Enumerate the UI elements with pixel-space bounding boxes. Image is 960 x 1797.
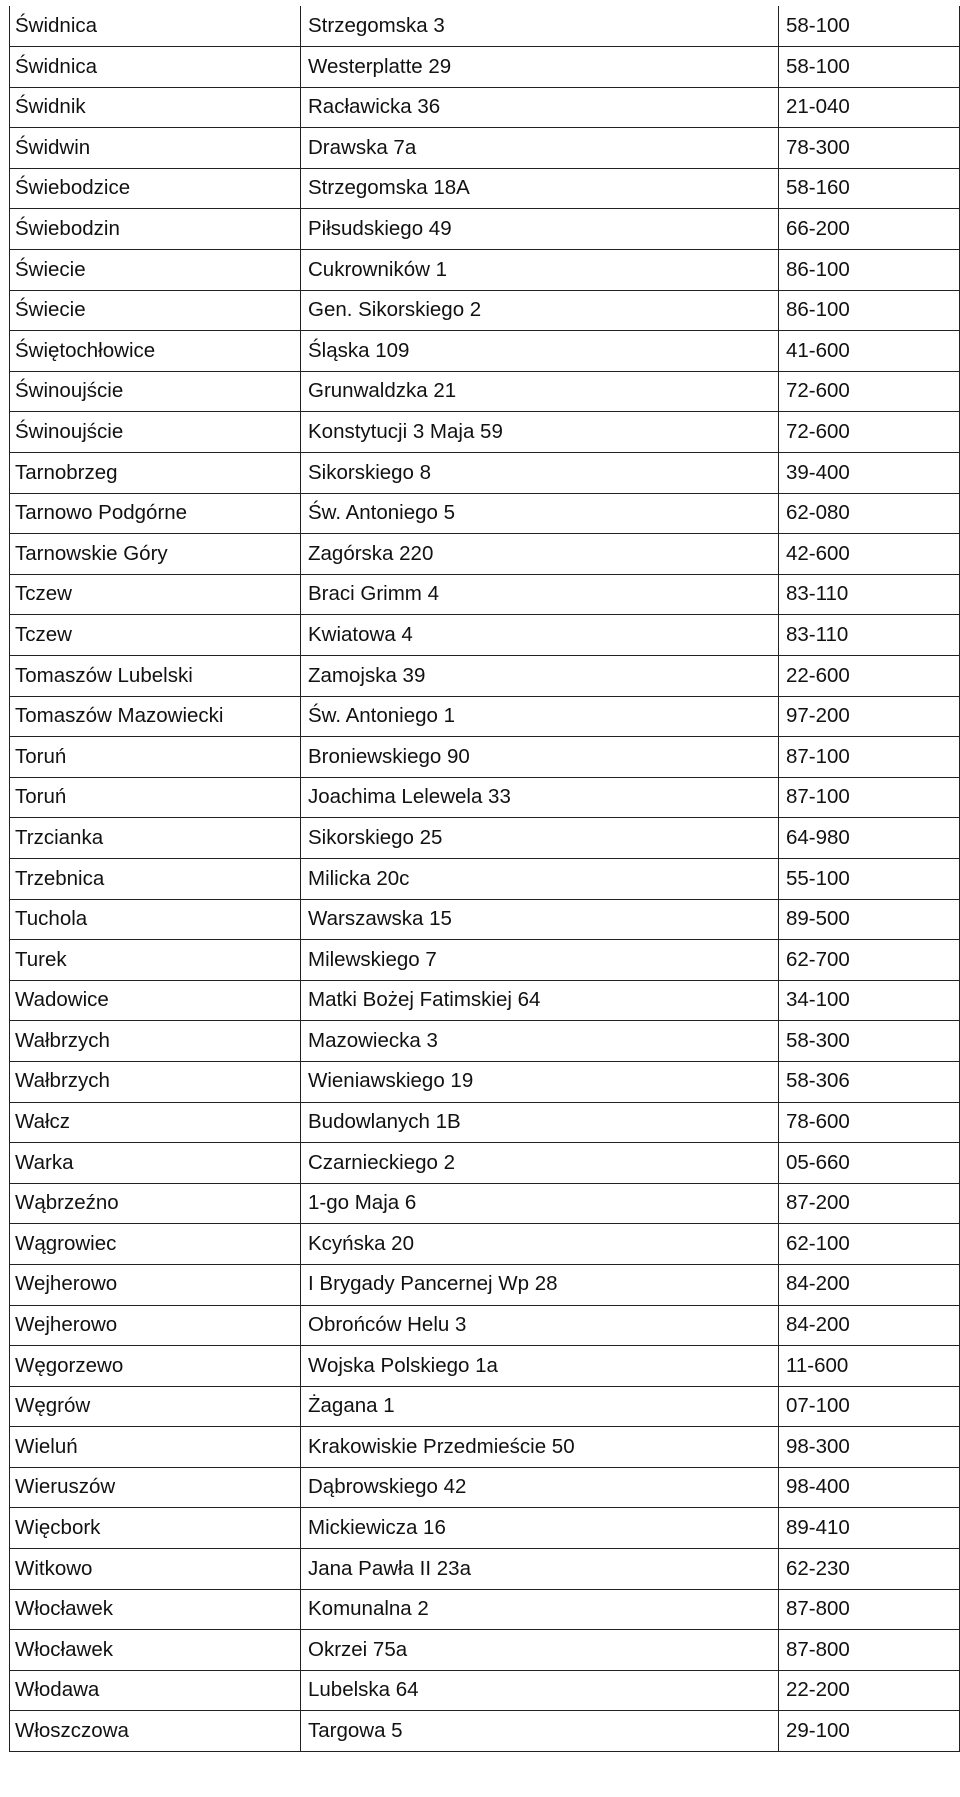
table-row [10,168,960,209]
city-cell: Tuchola [10,899,301,940]
table-row [10,534,960,575]
table-row [10,6,960,47]
city-cell: Włodawa [10,1670,301,1711]
street-cell: Budowlanych 1B [301,1102,779,1143]
city-cell: Wałbrzych [10,1021,301,1062]
city-cell: Wejherowo [10,1264,301,1305]
table-row [10,1508,960,1549]
postal-code-cell: 58-100 [779,47,960,88]
street-cell: Racławicka 36 [301,87,779,128]
street-cell: Targowa 5 [301,1711,779,1752]
city-cell: Włocławek [10,1589,301,1630]
postal-code-cell: 83-110 [779,615,960,656]
postal-code-cell: 83-110 [779,574,960,615]
street-cell: Mazowiecka 3 [301,1021,779,1062]
city-cell: Świętochłowice [10,331,301,372]
postal-code-cell: 62-700 [779,940,960,981]
postal-code-cell: 97-200 [779,696,960,737]
postal-code-cell: 86-100 [779,290,960,331]
city-cell: Tczew [10,574,301,615]
table-row [10,1264,960,1305]
street-cell: Dąbrowskiego 42 [301,1467,779,1508]
table-row [10,412,960,453]
table-row [10,818,960,859]
street-cell: Milicka 20c [301,858,779,899]
table-row [10,858,960,899]
postal-code-cell: 72-600 [779,412,960,453]
table-row [10,1102,960,1143]
city-cell: Więcbork [10,1508,301,1549]
table-row [10,1670,960,1711]
table-row [10,453,960,494]
city-cell: Świnoujście [10,371,301,412]
city-cell: Wągrowiec [10,1224,301,1265]
street-cell: Braci Grimm 4 [301,574,779,615]
city-cell: Trzebnica [10,858,301,899]
table-row [10,1427,960,1468]
table-row [10,737,960,778]
street-cell: Cukrowników 1 [301,250,779,291]
city-cell: Włocławek [10,1630,301,1671]
city-cell: Warka [10,1143,301,1184]
street-cell: Krakowiskie Przedmieście 50 [301,1427,779,1468]
postal-code-cell: 86-100 [779,250,960,291]
city-cell: Wieluń [10,1427,301,1468]
city-cell: Wałcz [10,1102,301,1143]
table-row [10,1346,960,1387]
table-row [10,128,960,169]
postal-code-cell: 58-160 [779,168,960,209]
street-cell: Broniewskiego 90 [301,737,779,778]
street-cell: Św. Antoniego 1 [301,696,779,737]
table-row [10,1549,960,1590]
street-cell: Strzegomska 18A [301,168,779,209]
table-row [10,250,960,291]
street-cell: Lubelska 64 [301,1670,779,1711]
street-cell: Gen. Sikorskiego 2 [301,290,779,331]
city-cell: Wąbrzeźno [10,1183,301,1224]
street-cell: Joachima Lelewela 33 [301,777,779,818]
postal-code-cell: 87-800 [779,1589,960,1630]
postal-code-cell: 55-100 [779,858,960,899]
city-cell: Tomaszów Mazowiecki [10,696,301,737]
city-cell: Toruń [10,737,301,778]
postal-code-cell: 78-300 [779,128,960,169]
street-cell: Okrzei 75a [301,1630,779,1671]
city-cell: Tarnobrzeg [10,453,301,494]
table-row [10,574,960,615]
street-cell: 1-go Maja 6 [301,1183,779,1224]
table-row [10,371,960,412]
city-cell: Świecie [10,250,301,291]
street-cell: Grunwaldzka 21 [301,371,779,412]
street-cell: Wojska Polskiego 1a [301,1346,779,1387]
table-row [10,1711,960,1752]
postal-code-cell: 89-500 [779,899,960,940]
street-cell: Śląska 109 [301,331,779,372]
table-row [10,290,960,331]
postal-code-cell: 84-200 [779,1264,960,1305]
table-row [10,47,960,88]
city-cell: Świdnica [10,47,301,88]
table-row [10,87,960,128]
street-cell: Strzegomska 3 [301,6,779,47]
street-cell: Św. Antoniego 5 [301,493,779,534]
postal-code-cell: 62-100 [779,1224,960,1265]
street-cell: Kcyńska 20 [301,1224,779,1265]
table-row [10,1305,960,1346]
street-cell: Warszawska 15 [301,899,779,940]
postal-code-cell: 58-306 [779,1061,960,1102]
postal-code-cell: 62-230 [779,1549,960,1590]
street-cell: Zagórska 220 [301,534,779,575]
street-cell: Komunalna 2 [301,1589,779,1630]
postal-code-cell: 62-080 [779,493,960,534]
postal-code-cell: 72-600 [779,371,960,412]
postal-code-cell: 87-100 [779,737,960,778]
postal-code-cell: 98-300 [779,1427,960,1468]
city-cell: Tczew [10,615,301,656]
postal-code-cell: 34-100 [779,980,960,1021]
table-row [10,899,960,940]
city-cell: Świecie [10,290,301,331]
street-cell: Sikorskiego 25 [301,818,779,859]
table-row [10,1589,960,1630]
city-cell: Wieruszów [10,1467,301,1508]
street-cell: Konstytucji 3 Maja 59 [301,412,779,453]
table-row [10,1143,960,1184]
city-cell: Świdwin [10,128,301,169]
address-table [9,6,960,1752]
postal-code-cell: 87-100 [779,777,960,818]
postal-code-cell: 87-800 [779,1630,960,1671]
postal-code-cell: 66-200 [779,209,960,250]
city-cell: Świebodzice [10,168,301,209]
street-cell: Kwiatowa 4 [301,615,779,656]
city-cell: Świdnik [10,87,301,128]
postal-code-cell: 21-040 [779,87,960,128]
postal-code-cell: 41-600 [779,331,960,372]
postal-code-cell: 64-980 [779,818,960,859]
postal-code-cell: 29-100 [779,1711,960,1752]
postal-code-cell: 87-200 [779,1183,960,1224]
street-cell: Matki Bożej Fatimskiej 64 [301,980,779,1021]
postal-code-cell: 05-660 [779,1143,960,1184]
street-cell: Żagana 1 [301,1386,779,1427]
postal-code-cell: 39-400 [779,453,960,494]
table-row [10,1183,960,1224]
city-cell: Węgorzewo [10,1346,301,1387]
city-cell: Tarnowo Podgórne [10,493,301,534]
postal-code-cell: 22-600 [779,656,960,697]
city-cell: Włoszczowa [10,1711,301,1752]
city-cell: Wałbrzych [10,1061,301,1102]
street-cell: I Brygady Pancernej Wp 28 [301,1264,779,1305]
postal-code-cell: 98-400 [779,1467,960,1508]
address-table-body [10,6,960,1752]
city-cell: Świnoujście [10,412,301,453]
postal-code-cell: 89-410 [779,1508,960,1549]
postal-code-cell: 07-100 [779,1386,960,1427]
table-row [10,1061,960,1102]
table-row [10,1467,960,1508]
street-cell: Westerplatte 29 [301,47,779,88]
city-cell: Świebodzin [10,209,301,250]
table-row [10,980,960,1021]
city-cell: Witkowo [10,1549,301,1590]
city-cell: Świdnica [10,6,301,47]
table-row [10,777,960,818]
city-cell: Trzcianka [10,818,301,859]
table-row [10,1224,960,1265]
street-cell: Wieniawskiego 19 [301,1061,779,1102]
postal-code-cell: 58-100 [779,6,960,47]
table-row [10,940,960,981]
table-row [10,209,960,250]
table-row [10,1021,960,1062]
street-cell: Sikorskiego 8 [301,453,779,494]
city-cell: Węgrów [10,1386,301,1427]
street-cell: Zamojska 39 [301,656,779,697]
postal-code-cell: 22-200 [779,1670,960,1711]
table-row [10,656,960,697]
city-cell: Toruń [10,777,301,818]
table-row [10,493,960,534]
city-cell: Wadowice [10,980,301,1021]
street-cell: Milewskiego 7 [301,940,779,981]
postal-code-cell: 78-600 [779,1102,960,1143]
city-cell: Tarnowskie Góry [10,534,301,575]
postal-code-cell: 42-600 [779,534,960,575]
street-cell: Jana Pawła II 23a [301,1549,779,1590]
street-cell: Piłsudskiego 49 [301,209,779,250]
street-cell: Drawska 7a [301,128,779,169]
postal-code-cell: 11-600 [779,1346,960,1387]
postal-code-cell: 58-300 [779,1021,960,1062]
table-row [10,331,960,372]
table-row [10,696,960,737]
table-row [10,1630,960,1671]
city-cell: Turek [10,940,301,981]
postal-code-cell: 84-200 [779,1305,960,1346]
street-cell: Mickiewicza 16 [301,1508,779,1549]
city-cell: Wejherowo [10,1305,301,1346]
city-cell: Tomaszów Lubelski [10,656,301,697]
table-row [10,1386,960,1427]
street-cell: Czarnieckiego 2 [301,1143,779,1184]
table-row [10,615,960,656]
street-cell: Obrońców Helu 3 [301,1305,779,1346]
